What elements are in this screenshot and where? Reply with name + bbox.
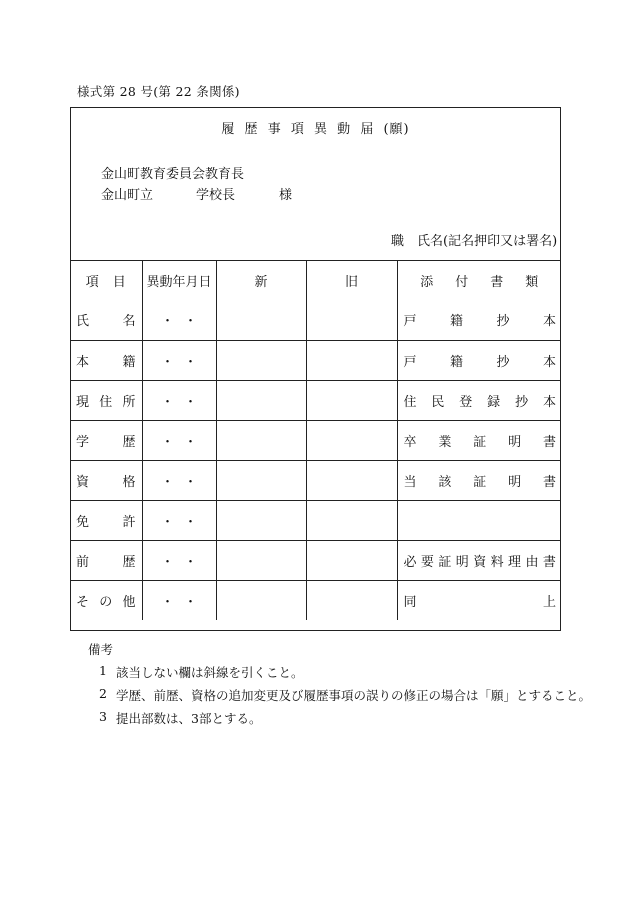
- row-item-label: [70, 300, 142, 340]
- addressee-school-prefix: 金山町立: [101, 188, 154, 203]
- attachment-char: 明: [455, 554, 469, 570]
- note-number: 1: [99, 663, 107, 678]
- date-separators: ・・: [160, 354, 207, 370]
- row-item-char: そ: [76, 594, 90, 610]
- addressee-line-1: 金山町教育委員会教育長: [101, 167, 245, 182]
- attachment-char: 理: [508, 554, 522, 570]
- attachment-char: 本: [542, 314, 556, 330]
- attachment-char: 本: [542, 354, 556, 370]
- row-new-cell[interactable]: [216, 540, 306, 580]
- row-date-cell[interactable]: [142, 380, 216, 420]
- table-row: [70, 340, 561, 380]
- attachment-char: 証: [438, 554, 452, 570]
- attachment-char: 同: [403, 594, 417, 610]
- attachment-char: 由: [525, 554, 539, 570]
- header-item-char: 目: [112, 274, 126, 290]
- row-item-char: 氏: [76, 314, 90, 330]
- attachment-char: 録: [487, 394, 501, 410]
- date-separators: ・・: [160, 514, 207, 530]
- row-item-char: 資: [76, 474, 90, 490]
- attachment-char: 上: [542, 594, 556, 610]
- title-char: 動: [337, 122, 352, 137]
- row-item-char: 免: [76, 514, 90, 530]
- attachment-char: 書: [542, 434, 556, 450]
- row-item-char: 名: [122, 314, 136, 330]
- note-text: 学歴、前歴、資格の追加変更及び履歴事項の誤りの修正の場合は「願」とすること。: [116, 688, 592, 703]
- attachment-char: 証: [473, 474, 487, 490]
- row-item-label: [70, 380, 142, 420]
- attachment-char: 資: [473, 554, 487, 570]
- note-item: [88, 709, 591, 727]
- signature-line: 職 氏名(記名押印又は署名): [391, 234, 558, 249]
- row-date-cell[interactable]: [142, 500, 216, 540]
- attachment-char: 業: [438, 434, 452, 450]
- table-row: [70, 580, 561, 620]
- header-item: [70, 260, 142, 300]
- header-attach-char: 添: [420, 274, 434, 290]
- table-header-row: [70, 260, 561, 300]
- row-date-cell[interactable]: [142, 300, 216, 340]
- attachment-char: 抄: [496, 354, 510, 370]
- attachment-char: 書: [542, 474, 556, 490]
- row-item-char: 歴: [122, 434, 136, 450]
- form-frame: [70, 107, 561, 631]
- row-item-label: [70, 460, 142, 500]
- header-attach-char: 付: [455, 274, 469, 290]
- row-old-cell[interactable]: [306, 500, 397, 540]
- row-attachment-cell: [397, 500, 561, 540]
- title-char: 事: [267, 122, 282, 137]
- row-attachment-cell: [397, 460, 561, 500]
- table-row: [70, 500, 561, 540]
- row-item-char: 本: [76, 354, 90, 370]
- header-new: 新: [216, 260, 306, 300]
- title-char: 異: [314, 122, 329, 137]
- date-separators: ・・: [160, 594, 207, 610]
- row-item-label: [70, 500, 142, 540]
- addressee-honorific: 様: [279, 188, 293, 203]
- date-separators: ・・: [160, 474, 207, 490]
- title-char: 履: [221, 122, 236, 137]
- addressee-principal: 学校長: [196, 188, 236, 203]
- attachment-char: 籍: [449, 314, 463, 330]
- row-attachment-cell: [397, 580, 561, 620]
- title-char: 歴: [244, 122, 259, 137]
- row-item-char: 籍: [122, 354, 136, 370]
- attachment-char: 必: [403, 554, 417, 570]
- row-old-cell[interactable]: [306, 540, 397, 580]
- table-row: [70, 380, 561, 420]
- row-item-char: 他: [122, 594, 136, 610]
- attachment-char: 書: [542, 554, 556, 570]
- date-separators: ・・: [160, 434, 207, 450]
- form-header: [71, 108, 560, 261]
- attachment-char: 当: [403, 474, 417, 490]
- row-new-cell[interactable]: [216, 380, 306, 420]
- row-item-char: 所: [122, 394, 136, 410]
- title-char: 項: [290, 122, 305, 137]
- row-new-cell[interactable]: [216, 580, 306, 620]
- title-char: 届: [360, 122, 375, 137]
- attachment-char: 本: [542, 394, 556, 410]
- table-row: [70, 300, 561, 340]
- row-date-cell[interactable]: [142, 580, 216, 620]
- row-item-char: 現: [76, 394, 90, 410]
- attachment-char: 戸: [403, 354, 417, 370]
- row-old-cell[interactable]: [306, 460, 397, 500]
- attachment-char: 抄: [515, 394, 529, 410]
- attachment-char: 証: [473, 434, 487, 450]
- note-text: 該当しない欄は斜線を引くこと。: [116, 665, 304, 680]
- date-separators: ・・: [160, 394, 207, 410]
- attachment-char: 明: [508, 474, 522, 490]
- row-old-cell[interactable]: [306, 420, 397, 460]
- header-attachments: [397, 260, 561, 300]
- note-number: 3: [99, 709, 107, 724]
- note-item: [88, 663, 591, 681]
- row-old-cell[interactable]: [306, 300, 397, 340]
- attachment-char: 要: [420, 554, 434, 570]
- row-item-label: [70, 540, 142, 580]
- attachment-char: 該: [438, 474, 452, 490]
- attachment-char: 籍: [449, 354, 463, 370]
- row-item-char: 住: [99, 394, 113, 410]
- attachment-char: 卒: [403, 434, 417, 450]
- table-row: [70, 540, 561, 580]
- attachment-char: 住: [403, 394, 417, 410]
- row-item-label: [70, 340, 142, 380]
- row-new-cell[interactable]: [216, 500, 306, 540]
- row-date-cell[interactable]: [142, 420, 216, 460]
- row-date-cell[interactable]: [142, 540, 216, 580]
- form-title: [71, 118, 560, 137]
- row-new-cell[interactable]: [216, 300, 306, 340]
- row-item-char: 許: [122, 514, 136, 530]
- notes-heading: 備考: [88, 642, 114, 657]
- row-date-cell[interactable]: [142, 460, 216, 500]
- header-attach-char: 書: [490, 274, 504, 290]
- header-attach-char: 類: [525, 274, 539, 290]
- header-item-char: 項: [85, 274, 99, 290]
- row-attachment-cell: [397, 380, 561, 420]
- row-item-char: 歴: [122, 554, 136, 570]
- row-attachment-cell: [397, 420, 561, 460]
- table-row: [70, 420, 561, 460]
- header-date: 異動年月日: [142, 260, 216, 300]
- date-separators: ・・: [160, 554, 207, 570]
- header-old: 旧: [306, 260, 397, 300]
- row-new-cell[interactable]: [216, 340, 306, 380]
- row-item-char: 格: [122, 474, 136, 490]
- row-date-cell[interactable]: [142, 340, 216, 380]
- row-old-cell[interactable]: [306, 340, 397, 380]
- date-separators: ・・: [160, 314, 207, 330]
- attachment-char: 明: [508, 434, 522, 450]
- change-table: [71, 260, 560, 620]
- note-text: 提出部数は、3部とする。: [116, 711, 262, 726]
- row-item-char: 学: [76, 434, 90, 450]
- row-old-cell[interactable]: [306, 380, 397, 420]
- note-number: 2: [99, 686, 107, 701]
- row-attachment-cell: [397, 300, 561, 340]
- row-new-cell[interactable]: [216, 420, 306, 460]
- attachment-char: 抄: [496, 314, 510, 330]
- table-row: [70, 460, 561, 500]
- attachment-char: 登: [459, 394, 473, 410]
- row-item-char: 前: [76, 554, 90, 570]
- row-item-char: の: [99, 594, 113, 610]
- row-new-cell[interactable]: [216, 460, 306, 500]
- note-item: [88, 686, 591, 704]
- row-old-cell[interactable]: [306, 580, 397, 620]
- form-number-label: 様式第 28 号(第 22 条関係): [77, 84, 240, 99]
- row-item-label: [70, 580, 142, 620]
- title-char: (願): [383, 122, 410, 137]
- attachment-char: 戸: [403, 314, 417, 330]
- attachment-char: 料: [490, 554, 504, 570]
- row-attachment-cell: [397, 340, 561, 380]
- notes-section: [88, 640, 591, 727]
- row-item-label: [70, 420, 142, 460]
- row-attachment-cell: [397, 540, 561, 580]
- attachment-char: 民: [431, 394, 445, 410]
